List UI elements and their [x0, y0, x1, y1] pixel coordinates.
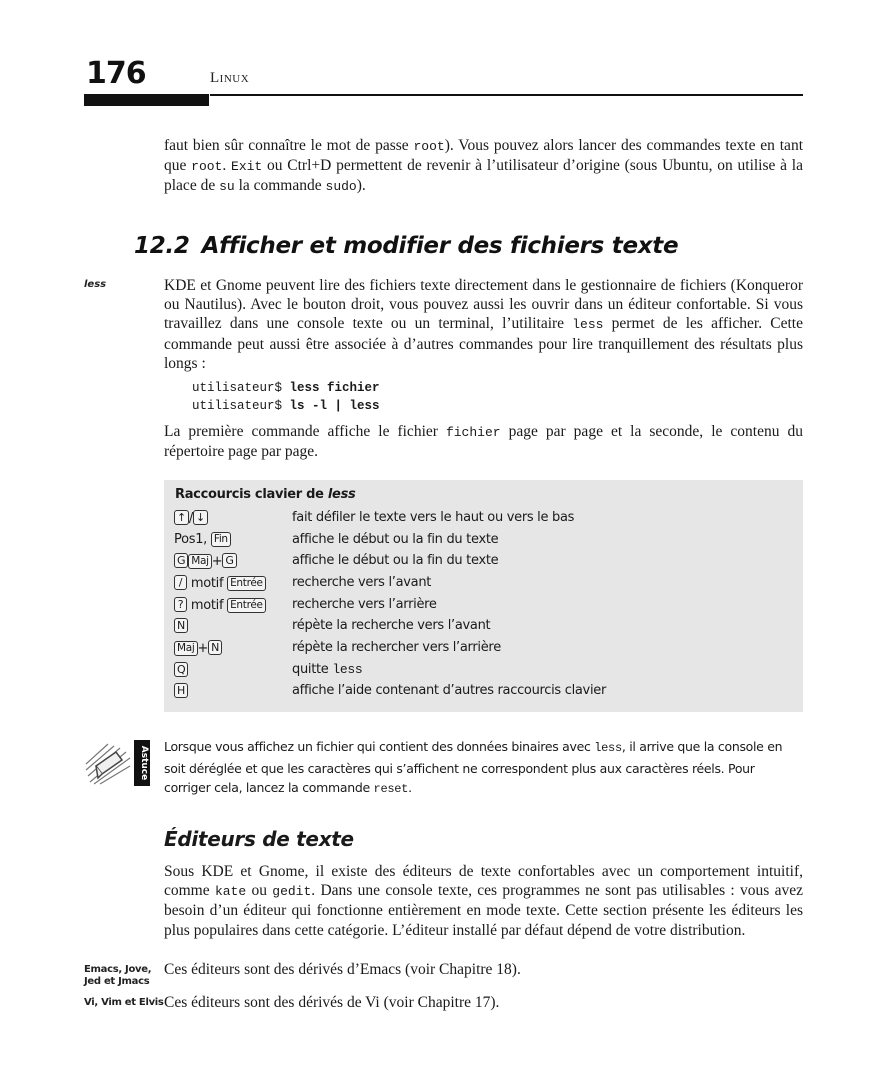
code-less: less [332, 662, 363, 677]
maj-key: Maj [188, 554, 212, 569]
entree-key: Entrée [227, 576, 266, 591]
editors-paragraph: Sous KDE et Gnome, il existe des éditeurs de texte confortables avec un comportement intuitif, comme kate ou gedit. Dans une console texte, ces programmes ne sont pas utilisables : vous avez besoin d’un éditeur qui fonctionne entièrement en mode texte. Cette section présente les éditeurs les plus populaires dans cette catégorie. L’éditeur installé par défaut dépend de votre distribution. [164, 863, 804, 939]
emacs-paragraph: Ces éditeurs sont des dérivés d’Emacs (voir Chapitre 18). [164, 961, 521, 978]
shortcut-row [174, 553, 794, 574]
shortcut-keys: / motif Entrée [174, 575, 266, 591]
code-less: less [594, 741, 622, 755]
shortcut-box [164, 480, 803, 712]
code-less: less [572, 317, 604, 333]
q-key: Q [174, 662, 188, 677]
margin-note-emacs: Emacs, Jove, Jed et Jmacs [84, 964, 152, 987]
code-root: root [191, 159, 223, 175]
shortcut-desc: affiche le début ou la fin du texte [292, 532, 499, 547]
shortcut-row [174, 510, 794, 531]
arrow-down-key: ↓ [193, 510, 208, 525]
code-root: root [413, 139, 445, 154]
code-line: utilisateur$ less fichier [192, 381, 380, 395]
shortcut-keys: ↑ / ↓ [174, 510, 208, 526]
shortcut-desc: répète la rechercher vers l’arrière [292, 640, 501, 655]
shortcut-keys [174, 662, 188, 678]
shortcut-keys [174, 683, 188, 699]
section-paragraph-1: KDE et Gnome peuvent lire des fichiers texte directement dans le gestionnaire de fichiers (Konqueror ou Nautilus). Avec le bouton droit, vous pouvez aussi les ouvrir dans un éditeur confortable. Si vous travaillez dans une console texte ou un terminal, l’utilitaire less permet de les afficher. Cette commande peut aussi être associée à d’autres commandes pour lire tranquillement des résultats plus longs : [164, 277, 803, 372]
shortcut-keys: Maj + N [174, 640, 222, 656]
tip-icon [84, 740, 150, 786]
shortcut-desc: recherche vers l’arrière [292, 597, 437, 612]
section-heading [134, 233, 678, 259]
shortcut-desc: fait défiler le texte vers le haut ou vers le bas [292, 510, 575, 525]
shortcut-desc: affiche le début ou la fin du texte [292, 553, 499, 568]
code-kate: kate [214, 884, 247, 900]
shortcut-desc: affiche l’aide contenant d’autres raccourcis clavier [292, 683, 607, 698]
code-reset: reset [373, 782, 409, 796]
code-gedit: gedit [272, 884, 312, 900]
margin-note-vi: Vi, Vim et Elvis [84, 997, 164, 1008]
intro-paragraph: faut bien sûr connaître le mot de passe root). Vous pouvez alors lancer des commandes texte en tant que root. Exit ou Ctrl+D permettent de revenir à l’utilisateur d’origine (sous Ubuntu, on utilise à la place de su la commande sudo). [164, 137, 803, 195]
shortcut-keys: Pos1, Fin [174, 532, 231, 547]
code-su: su [219, 179, 235, 195]
shortcut-keys [174, 618, 188, 634]
margin-note-less: less [84, 279, 107, 290]
header-rule [210, 94, 803, 96]
code-exit: Exit [231, 159, 263, 175]
running-title: Linux [210, 70, 250, 86]
header-bar [84, 94, 209, 106]
section-paragraph-2: La première commande affiche le fichier fichier page par page et la seconde, le contenu du répertoire page par page. [164, 423, 804, 461]
page-number: 176 [86, 56, 146, 91]
fin-key: Fin [211, 532, 231, 547]
code-line: utilisateur$ ls -l | less [192, 399, 380, 413]
shortcut-row [174, 575, 794, 596]
section-number: 12.2 [134, 233, 190, 259]
section-title: Afficher et modifier des fichiers texte [201, 233, 679, 259]
shortcut-desc: quitte less [292, 662, 363, 677]
slash-key: / [174, 575, 187, 590]
code-fichier: fichier [445, 425, 501, 440]
shortcut-desc: recherche vers l’avant [292, 575, 432, 590]
subsection-heading: Éditeurs de texte [164, 827, 354, 851]
arrow-up-key: ↑ [174, 510, 189, 525]
tip-icon-label: Astuce [139, 745, 149, 781]
n-key: N [208, 640, 222, 655]
shortcut-box-title: Raccourcis clavier de less [175, 487, 356, 502]
code-block [192, 379, 380, 415]
n-key: N [174, 618, 188, 633]
g-key: G [222, 553, 236, 568]
shortcut-row [174, 597, 794, 618]
shortcut-desc: répète la recherche vers l’avant [292, 618, 491, 633]
tip-note: Lorsque vous affichez un fichier qui contient des données binaires avec less, il arrive que la console en soit déréglée et que les caractères qui s’affichent ne correspondent plus aux caractères réels. Pour corriger cela, lancez la commande reset. [164, 739, 783, 796]
h-key: H [174, 683, 188, 698]
entree-key: Entrée [227, 598, 266, 613]
shortcut-row [174, 532, 794, 553]
shortcut-keys: G Maj + G [174, 553, 237, 569]
maj-key: Maj [174, 641, 198, 656]
shortcut-row [174, 683, 794, 704]
shortcut-row [174, 640, 794, 661]
shortcut-row [174, 618, 794, 639]
g-key: G [174, 553, 188, 568]
code-sudo: sudo [325, 179, 357, 195]
question-key: ? [174, 597, 187, 612]
vi-paragraph: Ces éditeurs sont des dérivés de Vi (voir Chapitre 17). [164, 994, 500, 1011]
shortcut-row [174, 662, 794, 683]
shortcut-keys: ? motif Entrée [174, 597, 266, 613]
